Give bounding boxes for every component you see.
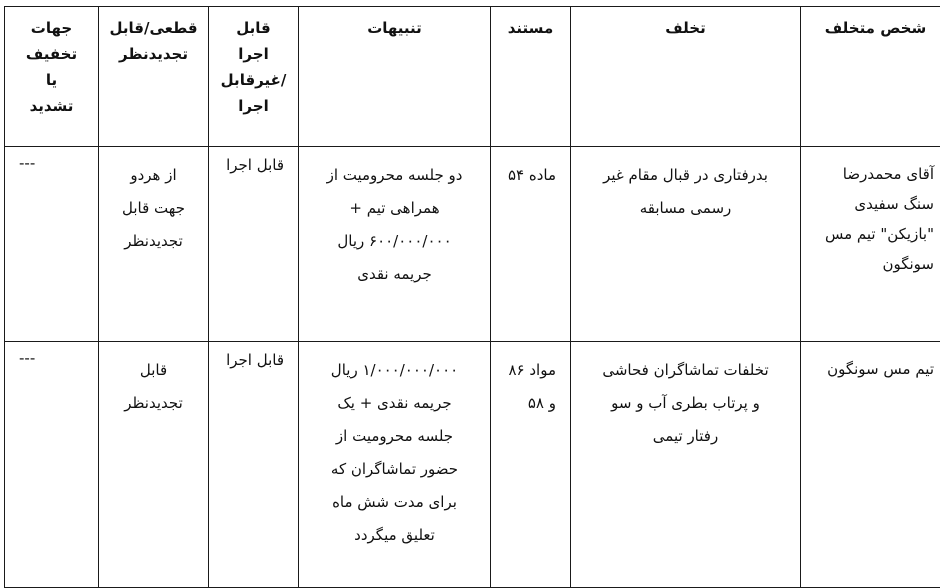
header-person-text: شخص متخلف xyxy=(801,15,940,41)
cell-person-text: آقای محمدرضا سنگ سفیدی "بازیکن" تیم مس سونگون xyxy=(801,147,940,279)
header-penalties xyxy=(299,7,491,147)
cell-reference-text: مواد ۸۶ و ۵۸ xyxy=(491,342,570,420)
cell-reference xyxy=(491,147,571,342)
cell-reference-text: ماده ۵۴ xyxy=(491,147,570,192)
cell-penalties-text: دو جلسه محرومیت از همراهی تیم + ۶۰۰/۰۰۰/۰۰۰ ریال جریمه نقدی xyxy=(299,147,490,291)
header-mitigation xyxy=(5,7,99,147)
cell-mitigation xyxy=(5,147,99,342)
table-row xyxy=(5,342,940,588)
cell-mitigation xyxy=(5,342,99,588)
cell-violation xyxy=(571,147,801,342)
cell-violation xyxy=(571,342,801,588)
cell-enforceability-text: قابل اجرا xyxy=(209,147,298,175)
table-header-row xyxy=(5,7,940,147)
header-violation-text: تخلف xyxy=(571,15,800,41)
header-penalties-text: تنبیهات xyxy=(299,15,490,41)
cell-person xyxy=(801,342,940,588)
header-reference xyxy=(491,7,571,147)
cell-penalties xyxy=(299,342,491,588)
cell-violation-text: تخلفات تماشاگران فحاشی و پرتاب بطری آب و سو رفتار تیمی xyxy=(571,342,800,453)
cell-violation-text: بدرفتاری در قبال مقام غیر رسمی مسابقه xyxy=(571,147,800,225)
cell-finality xyxy=(99,342,209,588)
header-mitigation-text: جهات تخفیف یا تشدید xyxy=(5,15,98,119)
header-enforceability-text: قابل اجرا /غیرقابل اجرا xyxy=(209,15,298,119)
cell-mitigation-text: --- xyxy=(5,147,98,173)
header-reference-text: مستند xyxy=(491,15,570,41)
header-finality xyxy=(99,7,209,147)
cell-penalties xyxy=(299,147,491,342)
cell-finality-text: از هردو جهت قابل تجدیدنظر xyxy=(99,147,208,258)
cell-penalties-text: ۱/۰۰۰/۰۰۰/۰۰۰ ریال جریمه نقدی + یک جلسه محرومیت از حضور تماشاگران که برای مدت شش ماه تعلیق میگردد xyxy=(299,342,490,552)
disciplinary-rulings-table xyxy=(4,6,940,588)
header-enforceability xyxy=(209,7,299,147)
cell-finality-text: قابل تجدیدنظر xyxy=(99,342,208,420)
header-finality-text: قطعی/قابل تجدیدنظر xyxy=(99,15,208,67)
header-violation xyxy=(571,7,801,147)
cell-person-text: تیم مس سونگون xyxy=(801,342,940,384)
cell-person xyxy=(801,147,940,342)
cell-mitigation-text: --- xyxy=(5,342,98,368)
cell-enforceability xyxy=(209,342,299,588)
cell-enforceability-text: قابل اجرا xyxy=(209,342,298,370)
cell-reference xyxy=(491,342,571,588)
cell-finality xyxy=(99,147,209,342)
header-person xyxy=(801,7,940,147)
table-row xyxy=(5,147,940,342)
cell-enforceability xyxy=(209,147,299,342)
